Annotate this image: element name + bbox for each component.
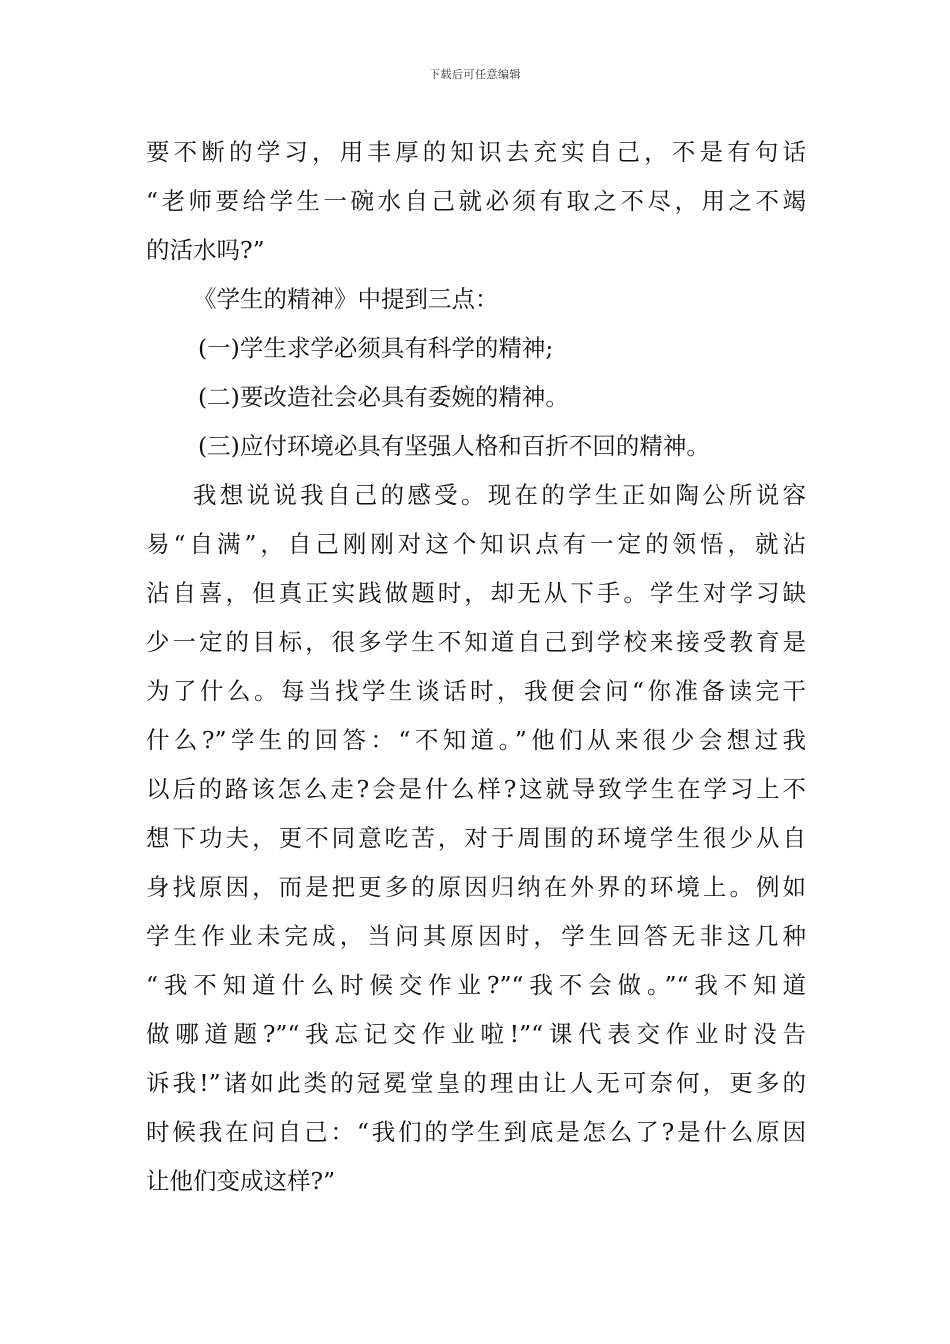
paragraph-2: [146, 275, 806, 324]
page-header: 下载后可任意编辑: [429, 68, 521, 81]
text-line: 想下功夫，更不同意吃苦，对于周围的环境学生很少从自: [146, 824, 806, 852]
text-line: 沾自喜，但真正实践做题时，却无从下手。学生对学习缺: [146, 579, 806, 607]
text-line: 易“自满”，自己刚刚对这个知识点有一定的领悟，就沾: [146, 530, 806, 558]
text-line: 身找原因，而是把更多的原因归纳在外界的环境上。例如: [146, 873, 806, 901]
text-line: (一)学生求学必须具有科学的精神;: [198, 334, 554, 362]
list-item-2: [146, 373, 806, 422]
paragraph-1: [146, 128, 806, 275]
text-line: 的活水吗?”: [146, 236, 265, 264]
text-line: 让他们变成这样?”: [146, 1167, 336, 1195]
text-line: 什么?”学生的回答：“不知道。”他们从来很少会想过我: [146, 726, 806, 754]
text-line: 《学生的精神》中提到三点：: [193, 285, 499, 313]
text-line: “我不知道什么时候交作业?”“我不会做。”“我不知道: [146, 971, 806, 999]
text-line: 时候我在问自己：“我们的学生到底是怎么了?是什么原因: [146, 1118, 806, 1146]
document-body: [146, 128, 806, 1206]
text-line: 做哪道题?”“我忘记交作业啦!”“课代表交作业时没告: [146, 1020, 806, 1048]
text-line: 为了什么。每当找学生谈话时，我便会问“你准备读完干: [146, 677, 806, 705]
text-line: 学生作业未完成，当问其原因时，学生回答无非这几种: [146, 922, 806, 950]
list-item-3: [146, 422, 806, 471]
text-line: 要不断的学习，用丰厚的知识去充实自己，不是有句话: [146, 138, 806, 166]
list-item-1: [146, 324, 806, 373]
text-line: 少一定的目标，很多学生不知道自己到学校来接受教育是: [146, 628, 806, 656]
text-line: (二)要改造社会必具有委婉的精神。: [198, 383, 569, 411]
paragraph-3: [146, 471, 806, 1206]
text-line: 以后的路该怎么走?会是什么样?这就导致学生在学习上不: [146, 775, 806, 803]
text-line: 诉我!”诸如此类的冠冕堂皇的理由让人无可奈何，更多的: [146, 1069, 806, 1097]
text-line: (三)应付环境必具有坚强人格和百折不回的精神。: [198, 432, 710, 460]
text-line: “老师要给学生一碗水自己就必须有取之不尽，用之不竭: [146, 187, 806, 215]
text-line: 我想说说我自己的感受。现在的学生正如陶公所说容: [193, 481, 806, 509]
